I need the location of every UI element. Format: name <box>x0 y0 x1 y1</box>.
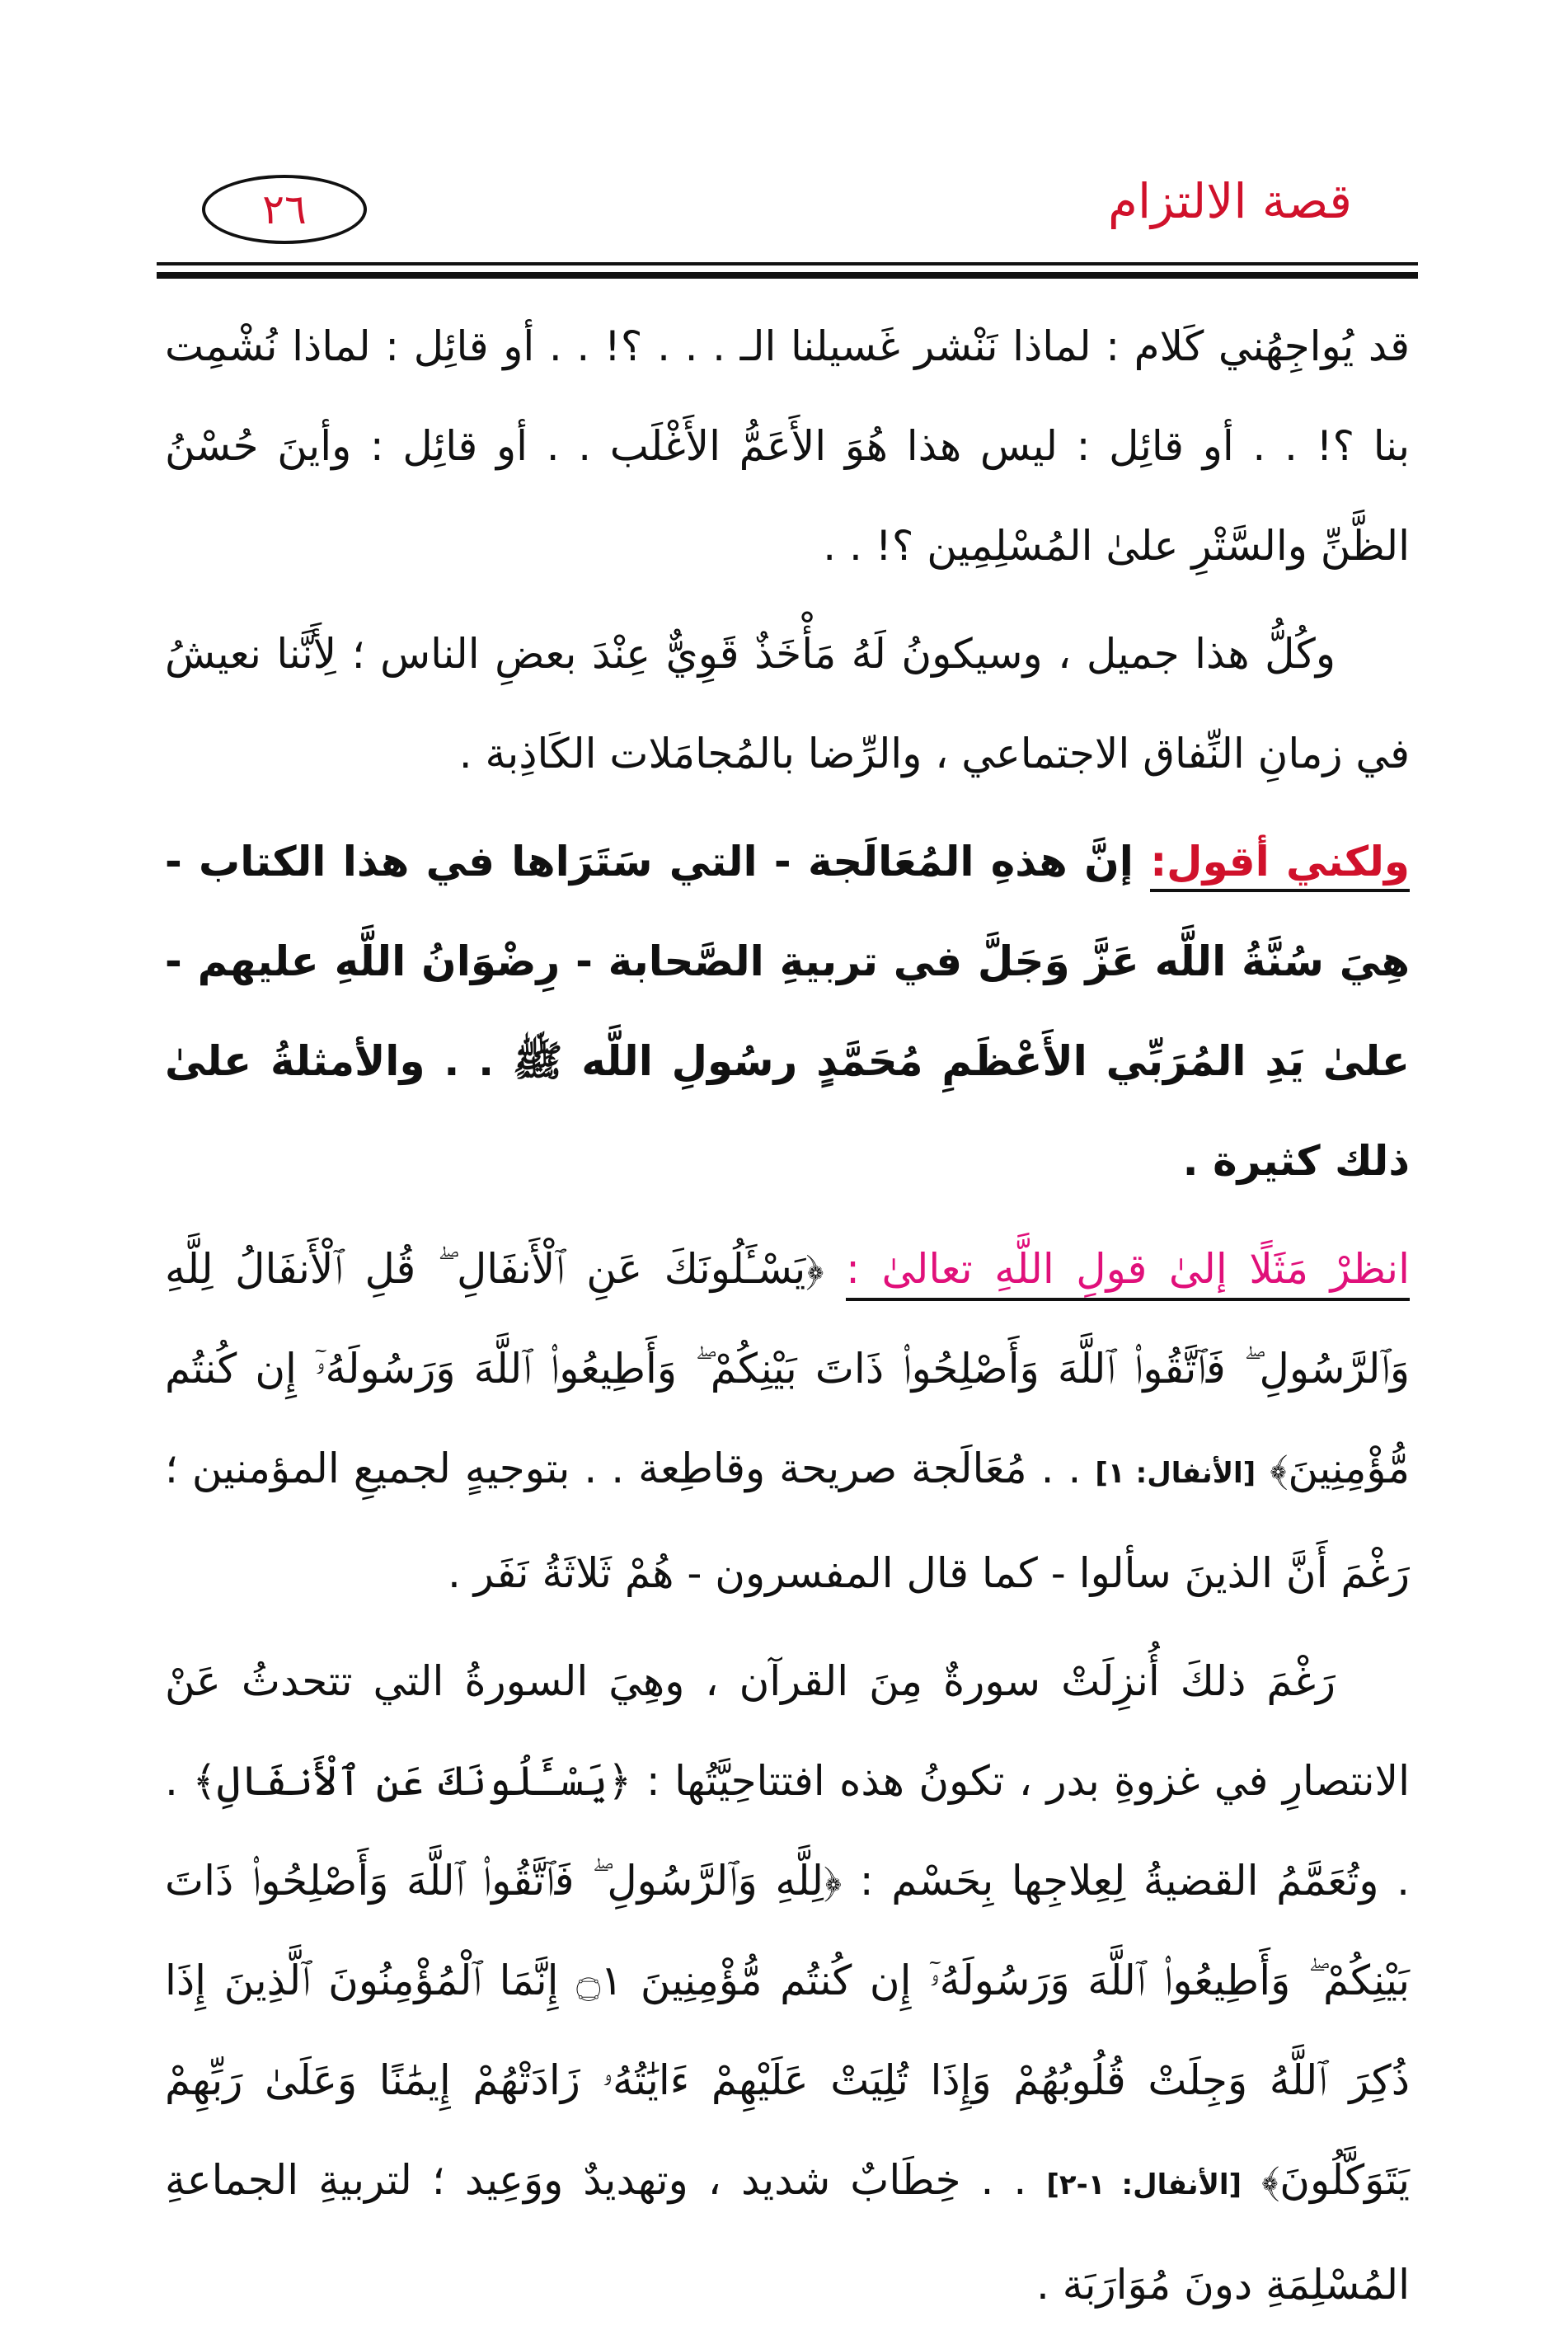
paragraph-lead-pink: انظرْ مَثَلًا إلىٰ قولِ اللَّهِ تعالىٰ : <box>846 1245 1410 1301</box>
page-number-badge <box>202 175 367 244</box>
running-title: قصة الالتزام <box>1108 173 1352 229</box>
header-rule-thick <box>157 272 1418 279</box>
paragraph-treatment <box>165 812 1410 1211</box>
paragraph-hypocrisy: وكُلُّ هذا جميل ، وسيكونُ لَهُ مَأْخَذٌ قَوِيٌّ عِنْدَ بعضِ الناس ؛ لِأَنَّنا نعيشُ في زمانِ النِّفاق الاجتماعي ، والرِّضا بالمُجامَلات الكَاذِبة . <box>165 630 1410 778</box>
paragraph-example <box>165 1219 1410 1623</box>
paragraph-surah-intro: رَغْمَ ذلكَ أُنزِلَتْ سورةٌ مِنَ القرآن ، وهِيَ السورةُ التي تتحدثُ عَنْ الانتصارِ في غزوةِ بدر ، تكونُ هذه افتتاحِيَّتُها : <box>165 1657 1410 1805</box>
page-body <box>165 297 1410 2335</box>
paragraph-surah-middle: . . وتُعَمَّمُ القضيةُ لِعِلاجِها بِحَسْم : <box>165 1757 1410 1905</box>
page-header <box>157 157 1418 256</box>
paragraph-example-body: . . مُعَالَجة صريحة وقاطِعة . . بتوجيهٍ لجميعِ المؤمنين ؛ رَغْمَ أَنَّ الذينَ سألوا - كما قال المفسرون - هُمْ ثَلاثَةُ نَفَر . <box>165 1445 1410 1597</box>
paragraph-treatment-body: إنَّ هذهِ المُعَالَجة - التي سَتَرَاها في هذا الكتاب - هِيَ سُنَّةُ اللَّه عَزَّ وَجَلَّ في تربيةِ الصَّحابة - رِضْوَانُ اللَّهِ عليهم - علىٰ يَدِ المُرَبِّي الأَعْظَمِ مُحَمَّدٍ رسُولِ اللَّه ﷺ . . والأمثلةُ علىٰ ذلك كثيرة . <box>165 838 1410 1185</box>
paragraph-surah-end: . . خِطَابٌ شديد ، وتهديدٌ ووَعِيد ؛ لتربيةِ الجماعةِ المُسْلِمَةِ دونَ مُوَارَبَة . <box>165 2156 1410 2309</box>
paragraph-objections: قد يُواجِهُني كَلام : لماذا نَنْشر غَسيلنا الـ . . . ؟! . . أو قائِل : لماذا نُشْمِت بنا ؟! . . أو قائِل : ليس هذا هُوَ الأَعَمُّ الأَغْلَب . . أو قائِل : وأينَ حُسْنُ الظَّنِّ والسَّتْرِ علىٰ المُسْلِمِين ؟! . . <box>165 322 1410 570</box>
page-number: ٢٦ <box>262 186 307 233</box>
verse-reference: [الأنفال: ١] <box>1095 1457 1256 1490</box>
paragraph-lead-red: ولكني أقول: <box>1150 838 1410 892</box>
header-rule-thin <box>157 262 1418 265</box>
quran-verse: ﴿لِلَّهِ وَٱلرَّسُولِ ۖ فَٱتَّقُوا۟ ٱللَّهَ وَأَصْلِحُوا۟ ذَاتَ بَيْنِكُمْ ۖ وَأَطِيعُوا۟ ٱللَّهَ وَرَسُولَهُۥٓ إِن كُنتُم مُّؤْمِنِينَ ۝١ إِنَّمَا ٱلْمُؤْمِنُونَ ٱلَّذِينَ إِذَا ذُكِرَ ٱللَّهُ وَجِلَتْ قُلُوبُهُمْ وَإِذَا تُلِيَتْ عَلَيْهِمْ ءَايَٰتُهُۥ زَادَتْهُمْ إِيمَٰنًا وَعَلَىٰ رَبِّهِمْ يَتَوَكَّلُونَ﴾ <box>165 1857 1410 2204</box>
quran-verse: ﴿يَسْـَٔلُونَكَ عَنِ ٱلْأَنفَالِ ۖ قُلِ ٱلْأَنفَالُ لِلَّهِ وَٱلرَّسُولِ ۖ فَٱتَّقُوا۟ ٱللَّهَ وَأَصْلِحُوا۟ ذَاتَ بَيْنِكُمْ ۖ وَأَطِيعُوا۟ ٱللَّهَ وَرَسُولَهُۥٓ إِن كُنتُم مُّؤْمِنِينَ﴾ <box>165 1245 1410 1492</box>
quran-verse: ﴿يَسْـَٔلُونَكَ عَنِ ٱلْأَنفَالِ﴾ <box>192 1757 632 1805</box>
paragraph-surah <box>165 1632 1410 2335</box>
verse-reference: [الأنفال: ١-٢] <box>1046 2168 1242 2201</box>
